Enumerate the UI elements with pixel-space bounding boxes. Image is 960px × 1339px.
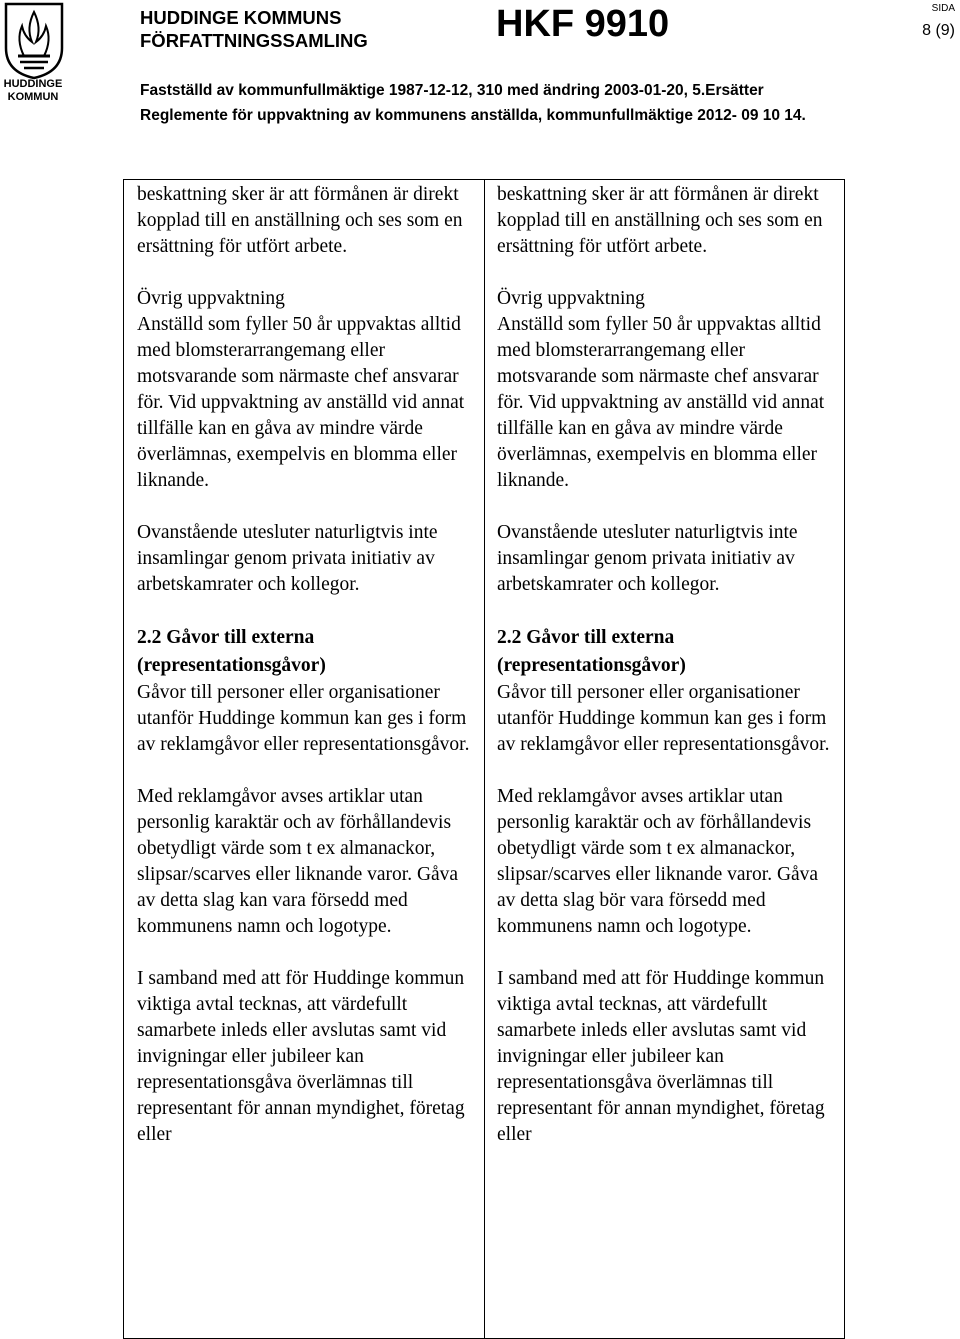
paragraph-collections: Ovanstående utesluter naturligtvis inte insamlingar genom privata initiativ av arbetskamrater och kollegor. xyxy=(497,522,798,595)
column-divider xyxy=(484,180,485,1338)
organization-title xyxy=(140,6,368,52)
section-heading: 2.2 Gåvor till externa (representationsgåvor) xyxy=(137,627,326,676)
heading-other-gifts: Övrig uppvaktning xyxy=(497,288,645,309)
paragraph-taxation: beskattning sker är att förmånen är direkt kopplad till en anställning och ses som en ersättning för utfört arbete. xyxy=(497,184,823,257)
paragraph-promo-gifts: Med reklamgåvor avses artiklar utan personlig karaktär och av förhållandevis obetydligt värde som t ex almanackor, slipsar/scarves eller liknande varor. Gåva av detta slag bör vara försedd med kommunens namn och logotype. xyxy=(497,786,819,937)
document-code: HKF 9910 xyxy=(496,3,670,45)
logo-text xyxy=(0,78,66,104)
logo-text-line-1: HUDDINGE xyxy=(3,78,63,90)
paragraph-external-gifts: Gåvor till personer eller organisationer utanför Huddinge kommun kan ges i form av reklamgåvor eller representationsgåvor. xyxy=(497,682,830,755)
paragraph-external-gifts: Gåvor till personer eller organisationer utanför Huddinge kommun kan ges i form av reklamgåvor eller representationsgåvor. xyxy=(137,682,470,755)
paragraph-taxation: beskattning sker är att förmånen är direkt kopplad till en anställning och ses som en ersättning för utfört arbete. xyxy=(137,184,463,257)
org-line-1: HUDDINGE KOMMUNS xyxy=(140,7,342,28)
paragraph-birthday: Anställd som fyller 50 år uppvaktas alltid med blomsterarrangemang eller motsvarande som närmaste chef ansvarar för. Vid uppvaktning av anställd vid annat tillfälle kan en gåva av mindre värde överlämnas, exempelvis en blomma eller liknande. xyxy=(137,314,465,491)
comparison-table xyxy=(123,179,845,1339)
paragraph-promo-gifts: Med reklamgåvor avses artiklar utan personlig karaktär och av förhållandevis obetydligt värde som t ex almanackor, slipsar/scarves eller liknande varor. Gåva av detta slag kan vara försedd med kommunens namn och logotype. xyxy=(137,786,459,937)
logo-text-line-2: KOMMUN xyxy=(7,91,59,103)
coat-of-arms-icon xyxy=(2,2,66,80)
right-column xyxy=(497,182,837,1174)
page-label: SIDA xyxy=(931,3,955,14)
section-heading: 2.2 Gåvor till externa (representationsgåvor) xyxy=(497,627,686,676)
heading-other-gifts: Övrig uppvaktning xyxy=(137,288,285,309)
meta-line-1: Fastställd av kommunfullmäktige 1987-12-12, 310 med ändring 2003-01-20, 5.Ersätter xyxy=(140,82,764,99)
page-number: 8 (9) xyxy=(922,22,955,39)
org-line-2: FÖRFATTNINGSSAMLING xyxy=(140,30,368,51)
left-column xyxy=(137,182,477,1174)
paragraph-representation: I samband med att för Huddinge kommun viktiga avtal tecknas, att värdefullt samarbete inleds eller avslutas samt vid invigningar eller jubileer kan representationsgåva överlämnas till representant för annan myndighet, företag eller xyxy=(137,968,465,1145)
meta-line-2: Reglemente för uppvaktning av kommunens anställda, kommunfullmäktige 2012- 09 10 14. xyxy=(140,107,806,124)
paragraph-representation: I samband med att för Huddinge kommun viktiga avtal tecknas, att värdefullt samarbete inleds eller avslutas samt vid invigningar eller jubileer kan representationsgåva överlämnas till representant för annan myndighet, företag eller xyxy=(497,968,825,1145)
paragraph-birthday: Anställd som fyller 50 år uppvaktas alltid med blomsterarrangemang eller motsvarande som närmaste chef ansvarar för. Vid uppvaktning av anställd vid annat tillfälle kan en gåva av mindre värde överlämnas, exempelvis en blomma eller liknande. xyxy=(497,314,825,491)
document-meta xyxy=(140,78,806,128)
paragraph-collections: Ovanstående utesluter naturligtvis inte insamlingar genom privata initiativ av arbetskamrater och kollegor. xyxy=(137,522,438,595)
